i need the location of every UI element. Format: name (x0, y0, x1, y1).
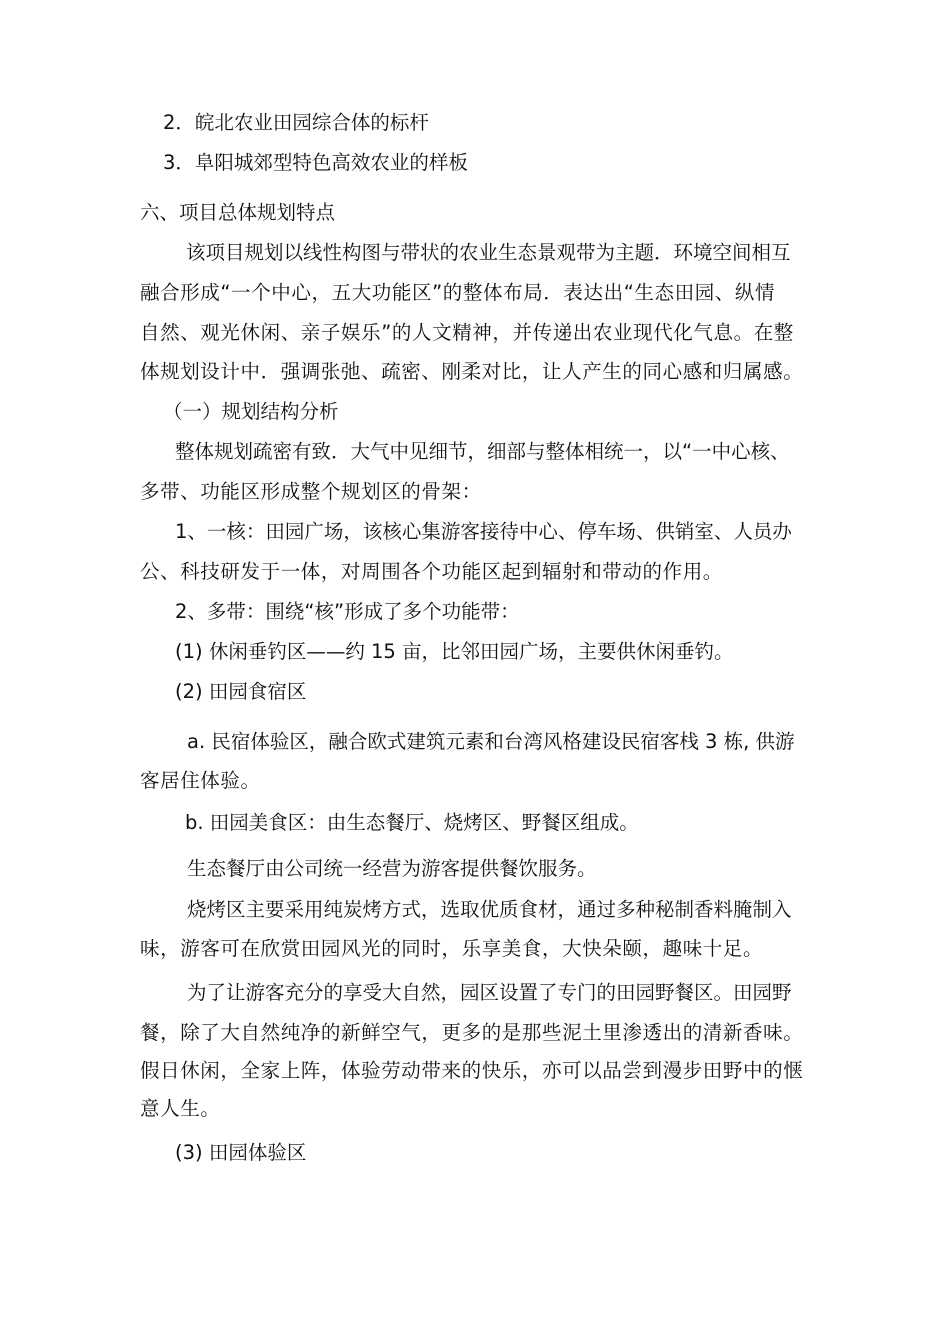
paragraph-5: 生态餐厅由公司统一经营为游客提供餐饮服务。 (187, 857, 597, 880)
item-a-line-1: a. 民宿体验区，融合欧式建筑元素和台湾风格建设民宿客栈 3 栋, 供游 (187, 730, 795, 753)
paragraph-6-line-1: 烧烤区主要采用纯炭烤方式，选取优质食材，通过多种秘制香料腌制入 (187, 898, 792, 921)
subsection-heading-1: （一）规划结构分析 (163, 400, 339, 423)
paragraph-7-line-4: 意人生。 (140, 1097, 221, 1120)
paragraph-6-line-2: 味，游客可在欣赏田园风光的同时，乐享美食，大快朵颐，趣味十足。 (140, 937, 764, 960)
item-b: b. 田园美食区：由生态餐厅、烧烤区、野餐区组成。 (185, 811, 639, 834)
paragraph-7-line-2: 餐，除了大自然纯净的新鲜空气，更多的是那些泥土里渗透出的清新香味。 (140, 1021, 804, 1044)
paragraph-3-line-2: 公、科技研发于一体，对周围各个功能区起到辐射和带动的作用。 (140, 560, 723, 583)
list-item-3: 3．阜阳城郊型特色高效农业的样板 (163, 151, 468, 174)
item-a-line-2: 客居住体验。 (140, 769, 261, 792)
paragraph-4: 2、多带：围绕“核”形成了多个功能带： (175, 600, 520, 623)
paragraph-3-line-1: 1、一核：田园广场，该核心集游客接待中心、停车场、供销室、人员办 (175, 520, 792, 543)
paragraph-1-line-3: 自然、观光休闲、亲子娱乐”的人文精神，并传递出农业现代化气息。在整 (140, 321, 794, 344)
list-item-2: 2．皖北农业田园综合体的标杆 (163, 111, 429, 134)
paragraph-2-line-2: 多带、功能区形成整个规划区的骨架： (140, 480, 482, 503)
list-item-3-experience: (3) 田园体验区 (175, 1141, 307, 1164)
paragraph-7-line-3: 假日休闲，全家上阵，体验劳动带来的快乐，亦可以品尝到漫步田野中的惬 (140, 1059, 804, 1082)
paragraph-2-line-1: 整体规划疏密有致．大气中见细节，细部与整体相统一，以“一中心核、 (175, 440, 790, 463)
section-heading-6: 六、项目总体规划特点 (140, 201, 336, 224)
paragraph-7-line-1: 为了让游客充分的享受大自然，园区设置了专门的田园野餐区。田园野 (187, 981, 792, 1004)
list-item-1-fishing: (1) 休闲垂钓区——约 15 亩，比邻田园广场，主要供休闲垂钓。 (175, 640, 734, 663)
list-item-2-lodging: (2) 田园食宿区 (175, 680, 307, 703)
paragraph-1-line-1: 该项目规划以线性构图与带状的农业生态景观带为主题．环境空间相互 (186, 241, 791, 264)
paragraph-1-line-2: 融合形成“一个中心，五大功能区”的整体布局．表达出“生态田园、纵情 (140, 281, 776, 304)
paragraph-1-line-4: 体规划设计中．强调张弛、疏密、刚柔对比，让人产生的同心感和归属感。 (140, 360, 804, 383)
